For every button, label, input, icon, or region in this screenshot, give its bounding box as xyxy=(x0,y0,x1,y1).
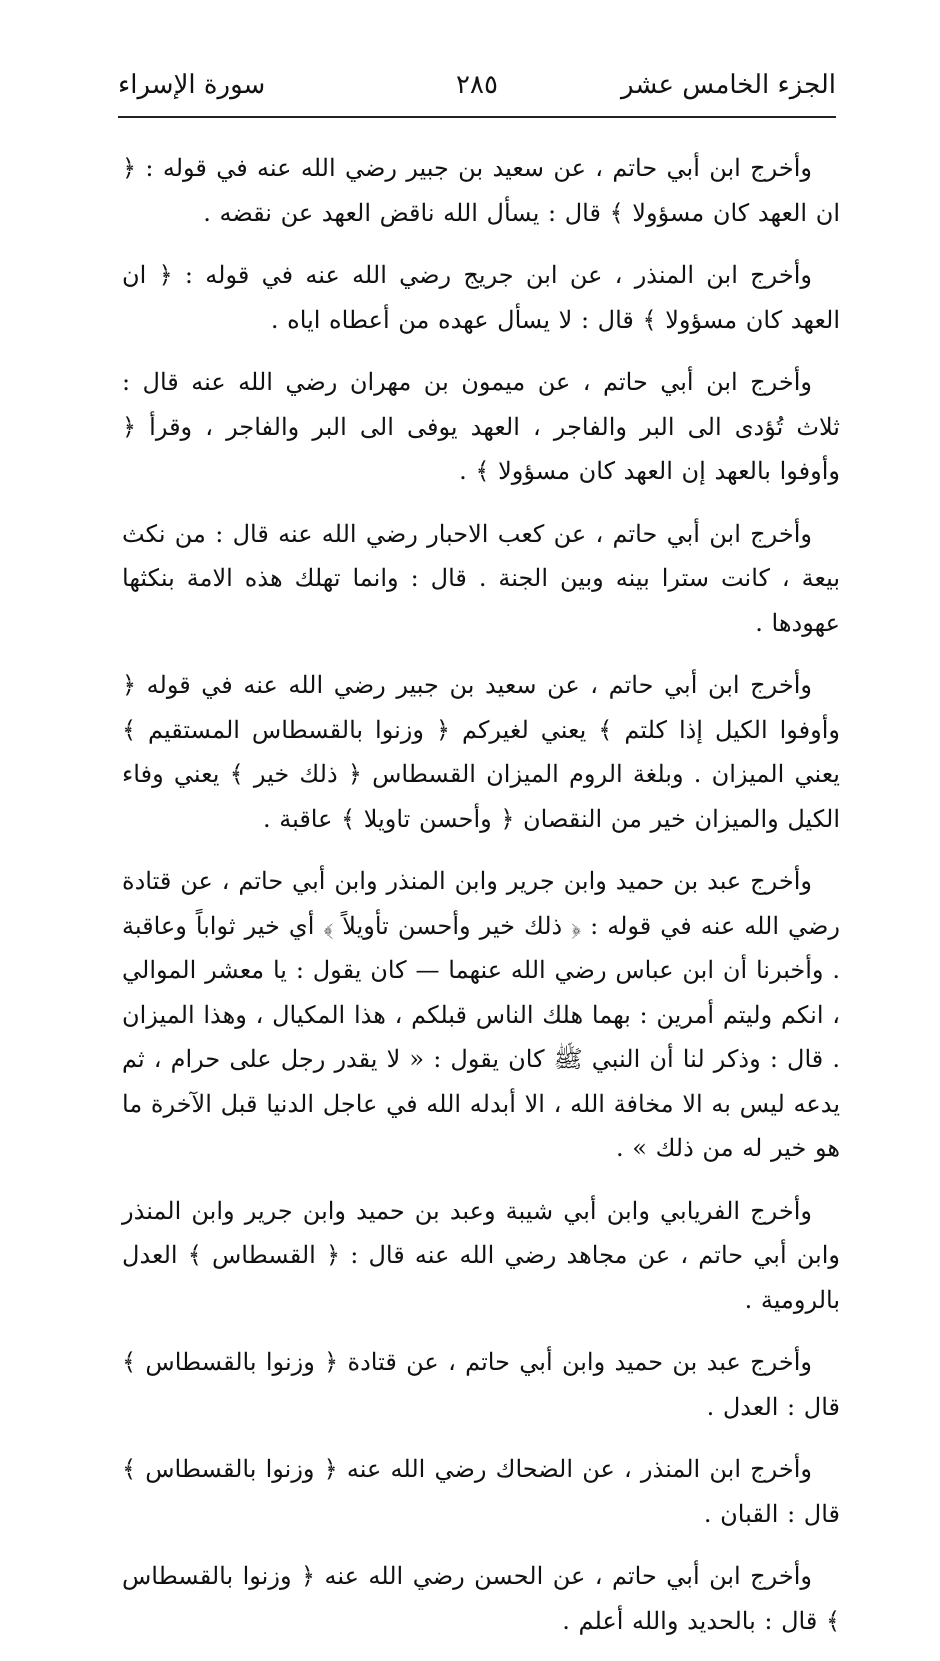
paragraph: وأخرج ابن أبي حاتم ، عن سعيد بن جبير رضي الله عنه في قوله : ﴿ ان العهد كان مسؤولا ﴾ قال : يسأل الله ناقض العهد عن نقضه . xyxy=(122,154,840,227)
part-title: الجزء الخامس عشر xyxy=(620,70,836,100)
page-number: ٢٨٥ xyxy=(456,70,498,100)
paragraph: وأخرج ابن أبي حاتم ، عن سعيد بن جبير رضي الله عنه في قوله ﴿ وأوفوا الكيل إذا كلتم ﴾ يعني لغيركم ﴿ وزنوا بالقسطاس المستقيم ﴾ يعني الميزان . وبلغة الروم الميزان القسطاس ﴿ ذلك خير ﴾ يعني وفاء الكيل والميزان خير من النقصان ﴿ وأحسن تاويلا ﴾ عاقبة . xyxy=(122,671,840,833)
paragraph: وأخرج ابن أبي حاتم ، عن ميمون بن مهران رضي الله عنه قال : ثلاث تُؤدى الى البر والفاجر ، العهد يوفى الى البر والفاجر ، وقرأ ﴿ وأوفوا بالعهد إن العهد كان مسؤولا ﴾ . xyxy=(122,368,840,485)
header-rule xyxy=(118,116,836,118)
paragraph: وأخرج الفريابي وابن أبي شيبة وعبد بن حميد وابن جرير وابن المنذر وابن أبي حاتم ، عن مجاهد رضي الله عنه قال : ﴿ القسطاس ﴾ العدل بالرومية . xyxy=(122,1196,840,1314)
paragraph: وأخرج ابن أبي حاتم ، عن كعب الاحبار رضي الله عنه قال : من نكث بيعة ، كانت سترا بينه وبين الجنة . قال : وانما تهلك هذه الامة بنكثها عهودها . xyxy=(122,519,840,637)
paragraph: وأخرج ابن المنذر ، عن الضحاك رضي الله عنه ﴿ وزنوا بالقسطاس ﴾ قال : القبان . xyxy=(122,1455,840,1528)
paragraph: وأخرج عبد بن حميد وابن جرير وابن المنذر وابن أبي حاتم ، عن قتادة رضي الله عنه في قوله : ﴿ ذلك خير وأحسن تأويلاً ﴾ أي خير ثواباً وعاقبة . وأخبرنا أن ابن عباس رضي الله عنهما — كان يقول : يا معشر الموالي ، انكم وليتم أمرين : بهما هلك الناس قبلكم ، هذا المكيال ، وهذا الميزان . قال : وذكر لنا أن النبي ﷺ كان يقول : « لا يقدر رجل على حرام ، ثم يدعه ليس به الا مخافة الله ، الا أبدله الله في عاجل الدنيا قبل الآخرة ما هو خير له من ذلك » . xyxy=(122,867,841,1162)
page-body xyxy=(122,146,840,1661)
surah-title: سورة الإسراء xyxy=(118,70,266,100)
paragraph: وأخرج ابن المنذر ، عن ابن جريج رضي الله عنه في قوله : ﴿ ان العهد كان مسؤولا ﴾ قال : لا يسأل عهده من أعطاه اياه . xyxy=(122,261,840,334)
paragraph: وأخرج ابن أبي حاتم ، عن الحسن رضي الله عنه ﴿ وزنوا بالقسطاس ﴾ قال : بالحديد والله أعلم . xyxy=(122,1562,840,1635)
running-header xyxy=(118,64,836,110)
paragraph: وأخرج عبد بن حميد وابن أبي حاتم ، عن قتادة ﴿ وزنوا بالقسطاس ﴾ قال : العدل . xyxy=(122,1348,840,1421)
